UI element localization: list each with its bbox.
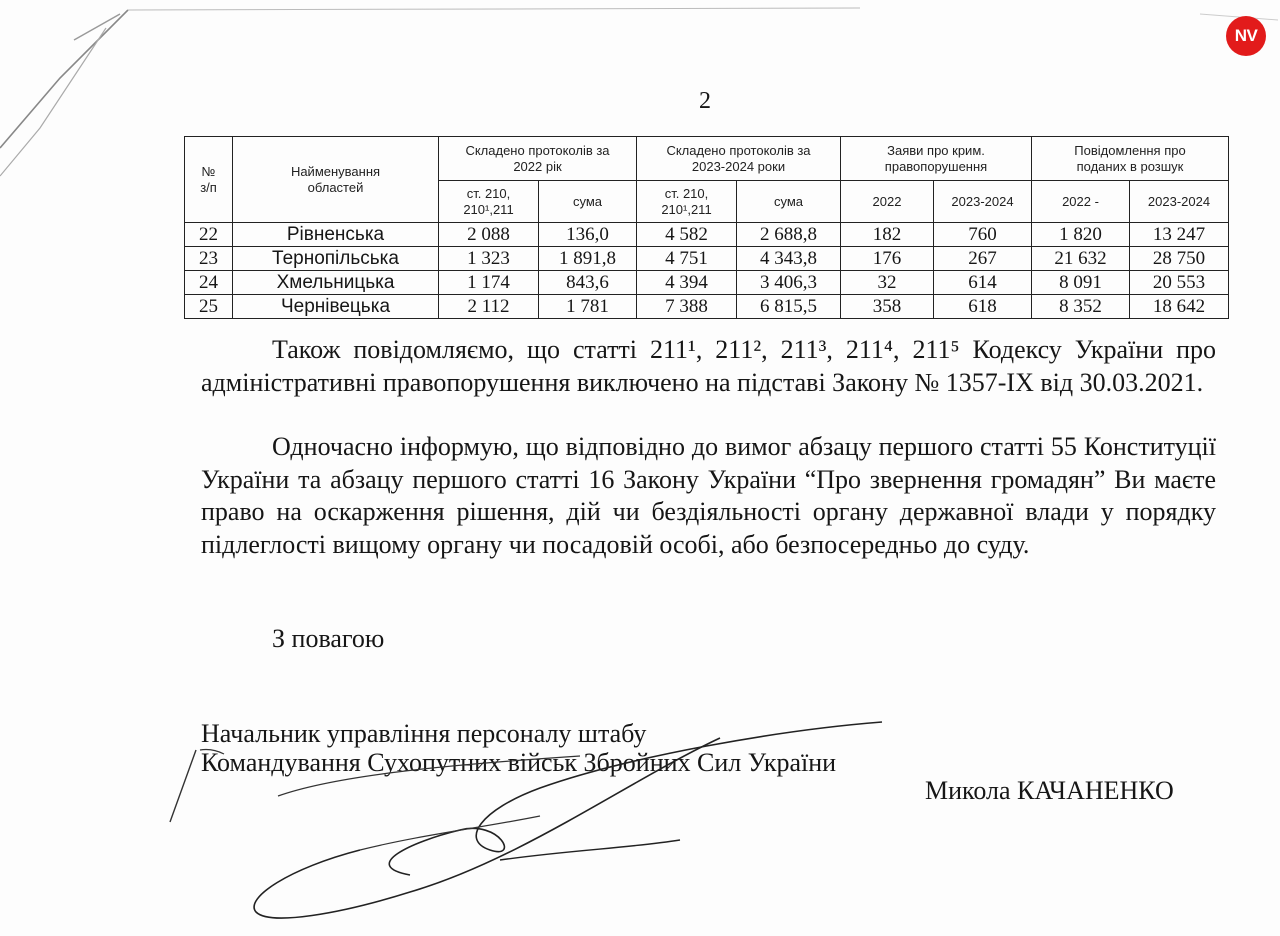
- row-cell: 182: [841, 223, 934, 247]
- header-region: Найменування областей: [233, 137, 439, 223]
- row-cell: 2 112: [439, 295, 539, 319]
- row-cell: 8 091: [1032, 271, 1130, 295]
- statistics-table: [184, 136, 1229, 319]
- row-cell: 4 343,8: [737, 247, 841, 271]
- row-region: Хмельницька: [233, 271, 439, 295]
- signatory-name: Микола КАЧАНЕНКО: [925, 776, 1174, 805]
- row-cell: 1 174: [439, 271, 539, 295]
- subheader-wanted-2023-2024: 2023-2024: [1130, 181, 1229, 223]
- row-number: 25: [185, 295, 233, 319]
- header-protocols-2023-2024: Складено протоколів за 2023-2024 роки: [637, 137, 841, 181]
- row-cell: 843,6: [539, 271, 637, 295]
- subheader-crime-2023-2024: 2023-2024: [934, 181, 1032, 223]
- row-cell: 1 820: [1032, 223, 1130, 247]
- row-cell: 8 352: [1032, 295, 1130, 319]
- row-cell: 1 323: [439, 247, 539, 271]
- header-protocols-2022: Складено протоколів за 2022 рік: [439, 137, 637, 181]
- row-cell: 358: [841, 295, 934, 319]
- row-region: Тернопільська: [233, 247, 439, 271]
- page-number: 2: [699, 88, 711, 114]
- header-number: № з/п: [185, 137, 233, 223]
- row-cell: 6 815,5: [737, 295, 841, 319]
- row-cell: 4 751: [637, 247, 737, 271]
- row-cell: 21 632: [1032, 247, 1130, 271]
- row-cell: 28 750: [1130, 247, 1229, 271]
- row-cell: 3 406,3: [737, 271, 841, 295]
- row-cell: 2 688,8: [737, 223, 841, 247]
- row-region: Рівненська: [233, 223, 439, 247]
- subheader-crime-2022: 2022: [841, 181, 934, 223]
- row-cell: 760: [934, 223, 1032, 247]
- header-wanted-notices: Повідомлення про поданих в розшук: [1032, 137, 1229, 181]
- closing-greeting: З повагою: [272, 624, 385, 653]
- subheader-sum-2023-2024: сума: [737, 181, 841, 223]
- table-header-row: [185, 137, 1229, 181]
- row-cell: 18 642: [1130, 295, 1229, 319]
- subheader-articles-2023-2024: ст. 210, 210¹,211: [637, 181, 737, 223]
- row-cell: 4 394: [637, 271, 737, 295]
- row-cell: 614: [934, 271, 1032, 295]
- row-cell: 2 088: [439, 223, 539, 247]
- paragraph-articles-excluded: Також повідомляємо, що статті 211¹, 211², 211³, 211⁴, 211⁵ Кодексу України про адміністративні правопорушення виключено на підставі Закону № 1357-IX від 30.03.2021.: [201, 335, 1216, 397]
- row-cell: 4 582: [637, 223, 737, 247]
- subheader-wanted-2022: 2022 -: [1032, 181, 1130, 223]
- row-cell: 176: [841, 247, 934, 271]
- row-number: 22: [185, 223, 233, 247]
- row-cell: 7 388: [637, 295, 737, 319]
- row-number: 24: [185, 271, 233, 295]
- paragraph-right-to-appeal: Одночасно інформую, що відповідно до вимог абзацу першого статті 55 Конституції України та абзацу першого статті 16 Закону України “Про звернення громадян” Ви маєте право на оскарження рішення, дій чи бездіяльності органу державної влади у порядку підлеглості вищому органу чи посадовій особі, або безпосередньо до суду.: [201, 432, 1216, 559]
- table-row: [185, 247, 1229, 271]
- table-row: [185, 223, 1229, 247]
- row-cell: 32: [841, 271, 934, 295]
- header-crime-reports: Заяви про крим. правопорушення: [841, 137, 1032, 181]
- row-cell: 20 553: [1130, 271, 1229, 295]
- row-cell: 618: [934, 295, 1032, 319]
- row-region: Чернівецька: [233, 295, 439, 319]
- row-cell: 267: [934, 247, 1032, 271]
- table-row: [185, 271, 1229, 295]
- row-cell: 1 781: [539, 295, 637, 319]
- subheader-sum-2022: сума: [539, 181, 637, 223]
- nv-logo: NV: [1226, 16, 1266, 56]
- row-cell: 1 891,8: [539, 247, 637, 271]
- row-number: 23: [185, 247, 233, 271]
- signatory-title-line2: Командування Сухопутних військ Збройних Сил України: [201, 748, 837, 777]
- row-cell: 136,0: [539, 223, 637, 247]
- table-row: [185, 295, 1229, 319]
- subheader-articles-2022: ст. 210, 210¹,211: [439, 181, 539, 223]
- row-cell: 13 247: [1130, 223, 1229, 247]
- signatory-title-line1: Начальник управління персоналу штабу: [201, 719, 647, 748]
